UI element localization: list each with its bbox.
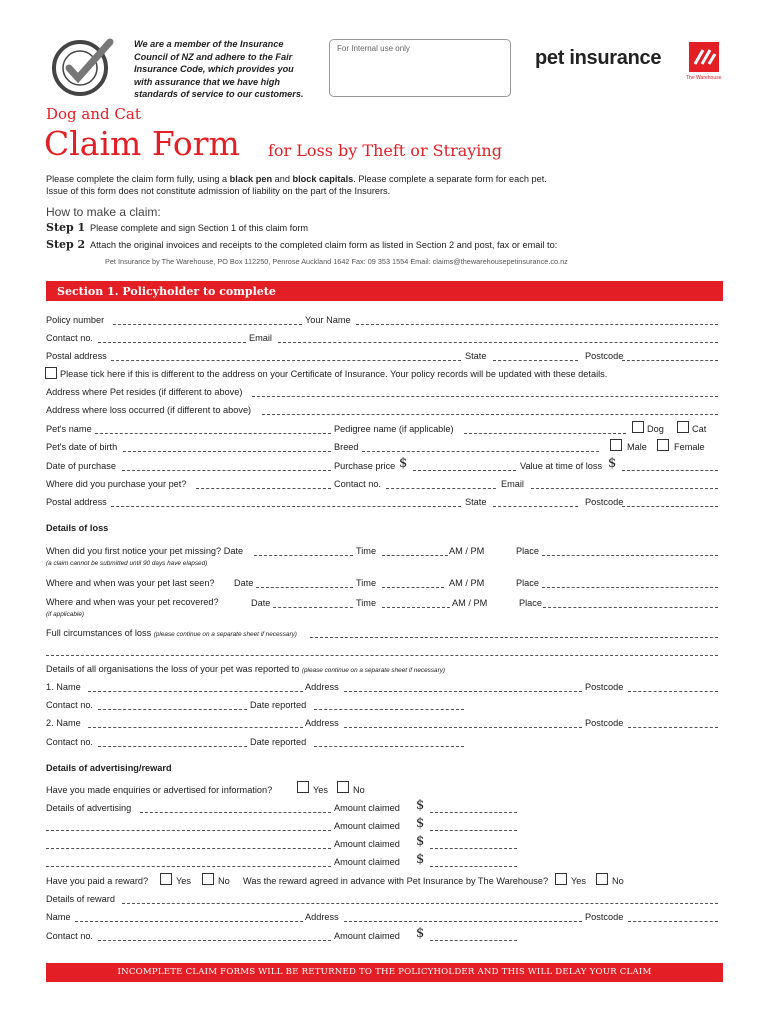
first-notice-note: (a claim cannot be submitted until 90 days have elapsed) [46, 560, 208, 567]
reward-no-checkbox[interactable] [202, 873, 214, 885]
first-notice-place-label: Place [516, 546, 539, 556]
postcode-label: Postcode [585, 351, 624, 361]
full-circ-label [46, 628, 297, 638]
amount-field[interactable] [430, 848, 517, 849]
purchase-price-dollar: $ [399, 456, 408, 471]
org2-address-label: Address [305, 718, 339, 728]
male-label: Male [627, 442, 647, 452]
amount-field[interactable] [430, 866, 517, 867]
full-circ-field[interactable] [310, 637, 718, 638]
where-purchase-field[interactable] [196, 488, 331, 489]
recovered-date-label: Date [251, 598, 271, 608]
intro-text: Please complete the claim form fully, using a [46, 174, 230, 184]
org2-name-field[interactable] [88, 727, 303, 728]
org2-contact-label: Contact no. [46, 737, 93, 747]
org2-date-reported-label: Date reported [250, 737, 307, 747]
agreed-yes-label: Yes [571, 876, 586, 886]
reward-name-label: Name [46, 912, 71, 922]
state-label: State [465, 351, 487, 361]
last-seen-date-label: Date [234, 578, 254, 588]
title-pets: Dog and Cat [46, 105, 141, 123]
reward-amount-dollar: $ [416, 926, 425, 941]
postcode2-label: Postcode [585, 497, 624, 507]
reward-contact-label: Contact no. [46, 931, 93, 941]
details-adv-field-4[interactable] [46, 866, 331, 867]
member-line: Insurance Code, which provides you [134, 64, 294, 75]
first-notice-date-field[interactable] [254, 555, 353, 556]
contact-no2-label: Contact no. [334, 479, 381, 489]
last-seen-date-field[interactable] [256, 587, 353, 588]
reward-address-field[interactable] [344, 921, 582, 922]
reward-name-field[interactable] [75, 921, 303, 922]
internal-use-label: For Internal use only [337, 44, 410, 53]
dob-field[interactable] [123, 451, 331, 452]
enquiries-label: Have you made enquiries or advertised for information? [46, 785, 273, 795]
full-circ-field-2[interactable] [46, 655, 718, 656]
section1-header [46, 281, 723, 301]
recovered-note: (if applicable) [46, 611, 85, 618]
amount-claimed-label: Amount claimed [334, 821, 400, 831]
step1-text: Please complete and sign Section 1 of this claim form [90, 223, 309, 233]
postal-address2-field[interactable] [111, 506, 461, 507]
pets-name-field[interactable] [95, 433, 331, 434]
amount-claimed-label: Amount claimed [334, 803, 400, 813]
policy-number-field[interactable] [113, 324, 302, 325]
recovered-time-field[interactable] [382, 607, 450, 608]
contact-no-field[interactable] [98, 342, 246, 343]
org2-postcode-field[interactable] [628, 727, 718, 728]
org1-postcode-label: Postcode [585, 682, 624, 692]
orgs-label [46, 664, 445, 674]
enquiries-no-label: No [353, 785, 365, 795]
org2-contact-field[interactable] [98, 746, 247, 747]
org2-address-field[interactable] [344, 727, 582, 728]
step2-text: Attach the original invoices and receipts to the completed claim form as listed in Section 2 and post, fax or email to: [90, 240, 558, 250]
enquiries-yes-checkbox[interactable] [297, 781, 309, 793]
value-loss-dollar: $ [608, 456, 617, 471]
address-changed-text: Please tick here if this is different to the address on your Certificate of Insurance. Your policy records will be updated with these details. [60, 369, 608, 379]
details-adv-field-3[interactable] [46, 848, 331, 849]
page-subtitle: for Loss by Theft or Straying [268, 141, 502, 160]
advert-heading: Details of advertising/reward [46, 763, 172, 773]
reward-amount-field[interactable] [430, 940, 517, 941]
org1-name-label: 1. Name [46, 682, 81, 692]
last-seen-time-field[interactable] [382, 587, 444, 588]
email2-field[interactable] [531, 488, 718, 489]
paid-reward-label: Have you paid a reward? [46, 876, 149, 886]
cat-checkbox[interactable] [677, 421, 689, 433]
where-purchase-label: Where did you purchase your pet? [46, 479, 187, 489]
page-title: Claim Form [44, 124, 240, 163]
agreed-yes-checkbox[interactable] [555, 873, 567, 885]
org1-date-reported-label: Date reported [250, 700, 307, 710]
your-name-label: Your Name [305, 315, 351, 325]
value-loss-label: Value at time of loss [520, 461, 603, 471]
amount-dollar: $ [416, 852, 425, 867]
purchase-price-field[interactable] [413, 470, 516, 471]
email2-label: Email [501, 479, 524, 489]
amount-field[interactable] [430, 812, 517, 813]
your-name-field[interactable] [356, 324, 718, 325]
state-field[interactable] [493, 360, 578, 361]
purchase-price-label: Purchase price [334, 461, 396, 471]
amount-claimed-label: Amount claimed [334, 857, 400, 867]
date-purchase-field[interactable] [122, 470, 331, 471]
contact-no-label: Contact no. [46, 333, 93, 343]
fair-insurance-code-seal-icon [48, 36, 122, 100]
dog-label: Dog [647, 424, 664, 434]
postal-address2-label: Postal address [46, 497, 107, 507]
first-notice-time-field[interactable] [382, 555, 448, 556]
org2-date-reported-field[interactable] [314, 746, 464, 747]
brand-logo-icon [689, 42, 719, 72]
state2-label: State [465, 497, 487, 507]
enquiries-no-checkbox[interactable] [337, 781, 349, 793]
postal-address-field[interactable] [111, 360, 461, 361]
details-adv-field[interactable] [140, 812, 331, 813]
female-label: Female [674, 442, 705, 452]
details-reward-field[interactable] [122, 903, 718, 904]
footer-warning-bar [46, 963, 723, 982]
pet-resides-label: Address where Pet resides (if different to above) [46, 387, 243, 397]
dog-checkbox[interactable] [632, 421, 644, 433]
intro-text: . Please complete a separate form for each pet. [353, 174, 547, 184]
dob-label: Pet's date of birth [46, 442, 118, 452]
first-notice-ampm: AM / PM [449, 546, 485, 556]
recovered-date-field[interactable] [273, 607, 353, 608]
loss-occurred-field[interactable] [262, 414, 718, 415]
org1-postcode-field[interactable] [628, 691, 718, 692]
intro-line-2: Issue of this form does not constitute admission of liability on the part of the Insurers. [46, 186, 391, 196]
first-notice-label: When did you first notice your pet missing? Date [46, 546, 244, 556]
reward-amount-label: Amount claimed [334, 931, 400, 941]
male-checkbox[interactable] [610, 439, 622, 451]
first-notice-time-label: Time [356, 546, 377, 556]
brand-subtitle: The Warehouse [686, 75, 722, 81]
intro-bold: black pen [229, 174, 273, 184]
reward-postcode-field[interactable] [628, 921, 718, 922]
full-circ-text: Full circumstances of loss [46, 628, 152, 638]
date-purchase-label: Date of purchase [46, 461, 116, 471]
amount-claimed-label: Amount claimed [334, 839, 400, 849]
org2-name-label: 2. Name [46, 718, 81, 728]
contact-no2-field[interactable] [386, 488, 496, 489]
last-seen-time-label: Time [356, 578, 377, 588]
recovered-place-label: Place [519, 598, 542, 608]
orgs-text: Details of all organisations the loss of your pet was reported to [46, 664, 300, 674]
breed-field[interactable] [362, 451, 599, 452]
org1-date-reported-field[interactable] [314, 709, 464, 710]
postcode-field[interactable] [622, 360, 718, 361]
pedigree-field[interactable] [464, 433, 626, 434]
how-heading: How to make a claim: [46, 205, 161, 219]
amount-dollar: $ [416, 816, 425, 831]
details-adv-field-2[interactable] [46, 830, 331, 831]
org1-name-field[interactable] [88, 691, 303, 692]
member-line: We are a member of the Insurance [134, 39, 284, 49]
breed-label: Breed [334, 442, 359, 452]
policy-number-label: Policy number [46, 315, 105, 325]
contact-details: Pet Insurance by The Warehouse, PO Box 112250, Penrose Auckland 1642 Fax: 09 353 1554 Email: claims@thewarehousepetinsurance.co.nz [105, 257, 568, 266]
cat-label: Cat [692, 424, 707, 434]
reward-yes-label: Yes [176, 876, 191, 886]
reward-postcode-label: Postcode [585, 912, 624, 922]
pet-resides-field[interactable] [252, 396, 718, 397]
address-changed-checkbox[interactable] [45, 367, 57, 379]
intro-text: and [272, 174, 293, 184]
female-checkbox[interactable] [657, 439, 669, 451]
org1-contact-field[interactable] [98, 709, 247, 710]
agreed-label: Was the reward agreed in advance with Pet Insurance by The Warehouse? [243, 876, 549, 886]
org1-address-field[interactable] [344, 691, 582, 692]
amount-field[interactable] [430, 830, 517, 831]
details-adv-label: Details of advertising [46, 803, 132, 813]
section1-title: Section 1. Policyholder to complete [57, 285, 276, 298]
step2-label: Step 2 [46, 238, 86, 251]
footer-warning: INCOMPLETE CLAIM FORMS WILL BE RETURNED TO THE POLICYHOLDER AND THIS WILL DELAY YOUR CLAIM [117, 967, 652, 977]
intro-line-1 [46, 174, 547, 184]
first-notice-place-field[interactable] [542, 555, 718, 556]
email-label: Email [249, 333, 272, 343]
value-loss-field[interactable] [622, 470, 718, 471]
member-line: standards of service to our customers. [134, 89, 304, 100]
amount-dollar: $ [416, 798, 425, 813]
org2-postcode-label: Postcode [585, 718, 624, 728]
reward-yes-checkbox[interactable] [160, 873, 172, 885]
recovered-place-field[interactable] [543, 607, 718, 608]
brand-name: pet insurance [535, 47, 662, 69]
internal-use-box [329, 39, 511, 97]
recovered-ampm: AM / PM [452, 598, 488, 608]
agreed-no-label: No [612, 876, 624, 886]
reward-contact-field[interactable] [98, 940, 331, 941]
recovered-label: Where and when was your pet recovered? [46, 597, 219, 607]
last-seen-ampm: AM / PM [449, 578, 485, 588]
member-line: with assurance that we have high [134, 76, 281, 87]
postcode2-field[interactable] [622, 506, 718, 507]
loss-occurred-label: Address where loss occurred (if different to above) [46, 405, 252, 415]
email-field[interactable] [278, 342, 718, 343]
details-reward-label: Details of reward [46, 894, 115, 904]
org1-contact-label: Contact no. [46, 700, 93, 710]
state2-field[interactable] [493, 506, 578, 507]
last-seen-place-field[interactable] [542, 587, 718, 588]
pets-name-label: Pet's name [46, 424, 92, 434]
recovered-time-label: Time [356, 598, 377, 608]
postal-address-label: Postal address [46, 351, 107, 361]
orgs-note: (please continue on a separate sheet if necessary) [301, 667, 446, 674]
agreed-no-checkbox[interactable] [596, 873, 608, 885]
reward-no-label: No [218, 876, 230, 886]
amount-dollar: $ [416, 834, 425, 849]
last-seen-place-label: Place [516, 578, 539, 588]
loss-heading: Details of loss [46, 523, 109, 533]
member-statement [134, 38, 304, 101]
member-line: Council of NZ and adhere to the Fair [134, 51, 293, 62]
step1-label: Step 1 [46, 221, 86, 234]
enquiries-yes-label: Yes [313, 785, 328, 795]
reward-address-label: Address [305, 912, 339, 922]
full-circ-note: (please continue on a separate sheet if necessary) [153, 631, 297, 638]
org1-address-label: Address [305, 682, 339, 692]
pedigree-label: Pedigree name (if applicable) [334, 424, 454, 434]
last-seen-label: Where and when was your pet last seen? [46, 578, 215, 588]
intro-bold: block capitals [292, 174, 354, 184]
